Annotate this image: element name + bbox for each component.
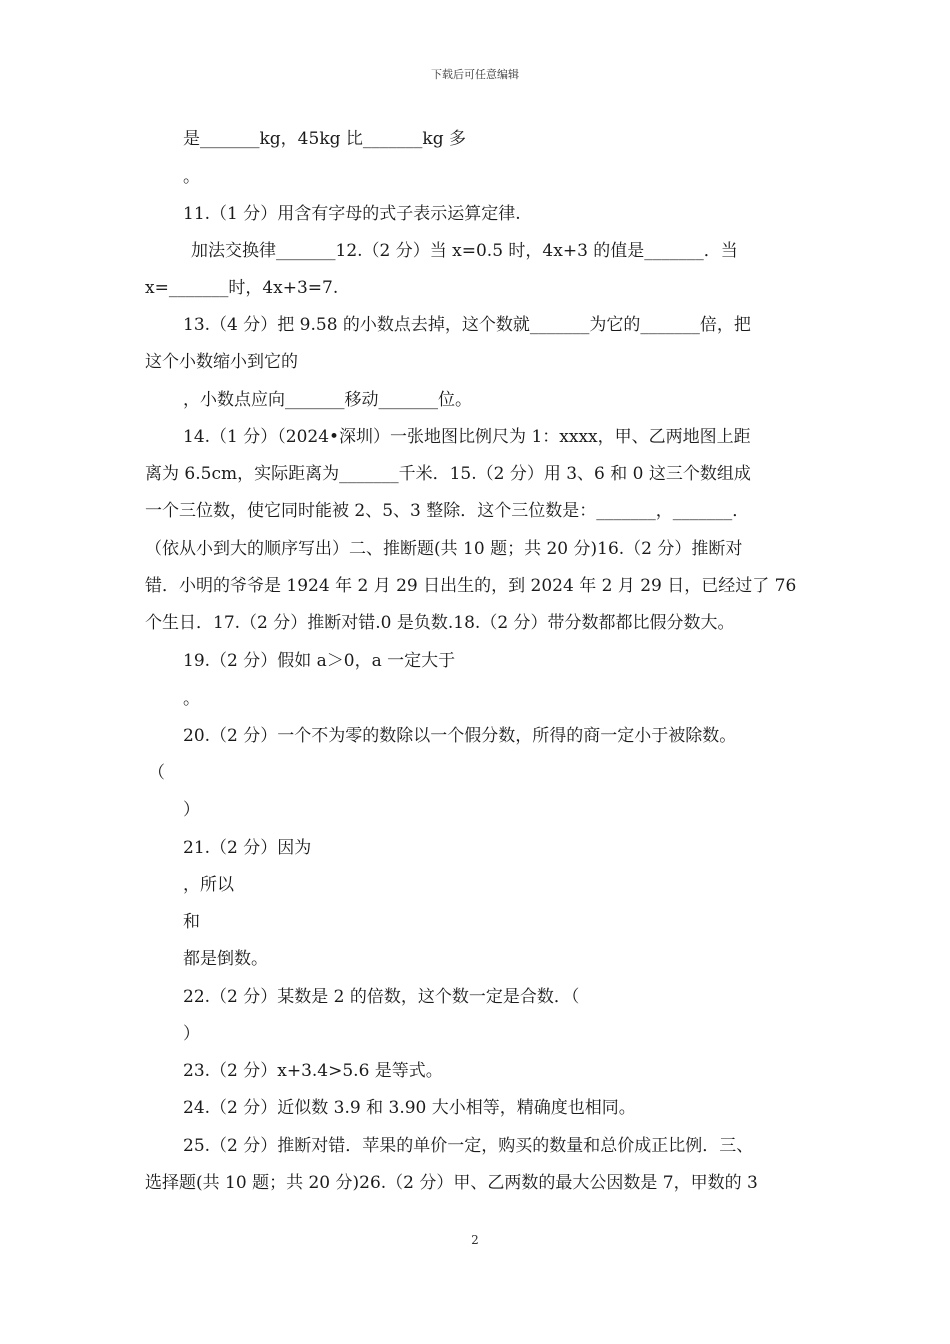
text-line: 20.（2 分）一个不为零的数除以一个假分数，所得的商一定小于被除数。	[183, 726, 737, 746]
text-line: （	[148, 763, 165, 783]
text-line: 选择题(共 10 题；共 20 分)26.（2 分）甲、乙两数的最大公因数是 7，甲数的 3	[145, 1173, 758, 1193]
text-line: 21.（2 分）因为	[183, 838, 312, 858]
text-line: ）	[183, 1024, 200, 1044]
text-line: 和	[183, 912, 200, 932]
text-line: 。	[183, 689, 200, 709]
text-line: 19.（2 分）假如 a＞0，a 一定大于	[183, 651, 456, 671]
text-line: 错．小明的爷爷是 1924 年 2 月 29 日出生的，到 2024 年 2 月 29 日，已经过了 76	[145, 576, 797, 596]
text-line: 离为 6.5cm，实际距离为_______千米．15.（2 分）用 3、6 和 0 这三个数组成	[145, 464, 751, 484]
text-line: 都是倒数。	[183, 949, 268, 969]
text-line: 是_______kg，45kg 比_______kg 多	[183, 129, 466, 149]
page-number: 2	[471, 1233, 479, 1247]
page-header: 下载后可任意编辑	[431, 68, 519, 81]
text-line: 13.（4 分）把 9.58 的小数点去掉，这个数就_______为它的_______倍，把	[183, 315, 751, 335]
text-line: ，所以	[183, 875, 234, 895]
text-line: 22.（2 分）某数是 2 的倍数，这个数一定是合数．（	[183, 987, 580, 1007]
text-line: ）	[183, 800, 200, 820]
text-line: 11.（1 分）用含有字母的式子表示运算定律.	[183, 204, 521, 224]
text-line: 个生日．17.（2 分）推断对错.0 是负数.18.（2 分）带分数都都比假分数大。	[145, 613, 735, 633]
text-line: 25.（2 分）推断对错．苹果的单价一定，购买的数量和总价成正比例．三、	[183, 1136, 754, 1156]
text-line: ，小数点应向_______移动_______位。	[183, 390, 472, 410]
text-line: （依从小到大的顺序写出）二、推断题(共 10 题；共 20 分)16.（2 分）推断对	[145, 539, 743, 559]
text-line: 23.（2 分）x+3.4>5.6 是等式。	[183, 1061, 443, 1081]
text-line: 14.（1 分）（2024•深圳）一张地图比例尺为 1：xxxx，甲、乙两地图上距	[183, 427, 751, 447]
text-line: 加法交换律_______12.（2 分）当 x=0.5 时，4x+3 的值是_______．当	[191, 241, 738, 261]
text-line: 。	[183, 167, 200, 187]
text-line: x=_______时，4x+3=7.	[145, 278, 339, 298]
text-line: 一个三位数，使它同时能被 2、5、3 整除．这个三位数是：_______，_______．	[145, 501, 750, 521]
text-line: 24.（2 分）近似数 3.9 和 3.90 大小相等，精确度也相同。	[183, 1098, 636, 1118]
text-line: 这个小数缩小到它的	[145, 352, 298, 372]
